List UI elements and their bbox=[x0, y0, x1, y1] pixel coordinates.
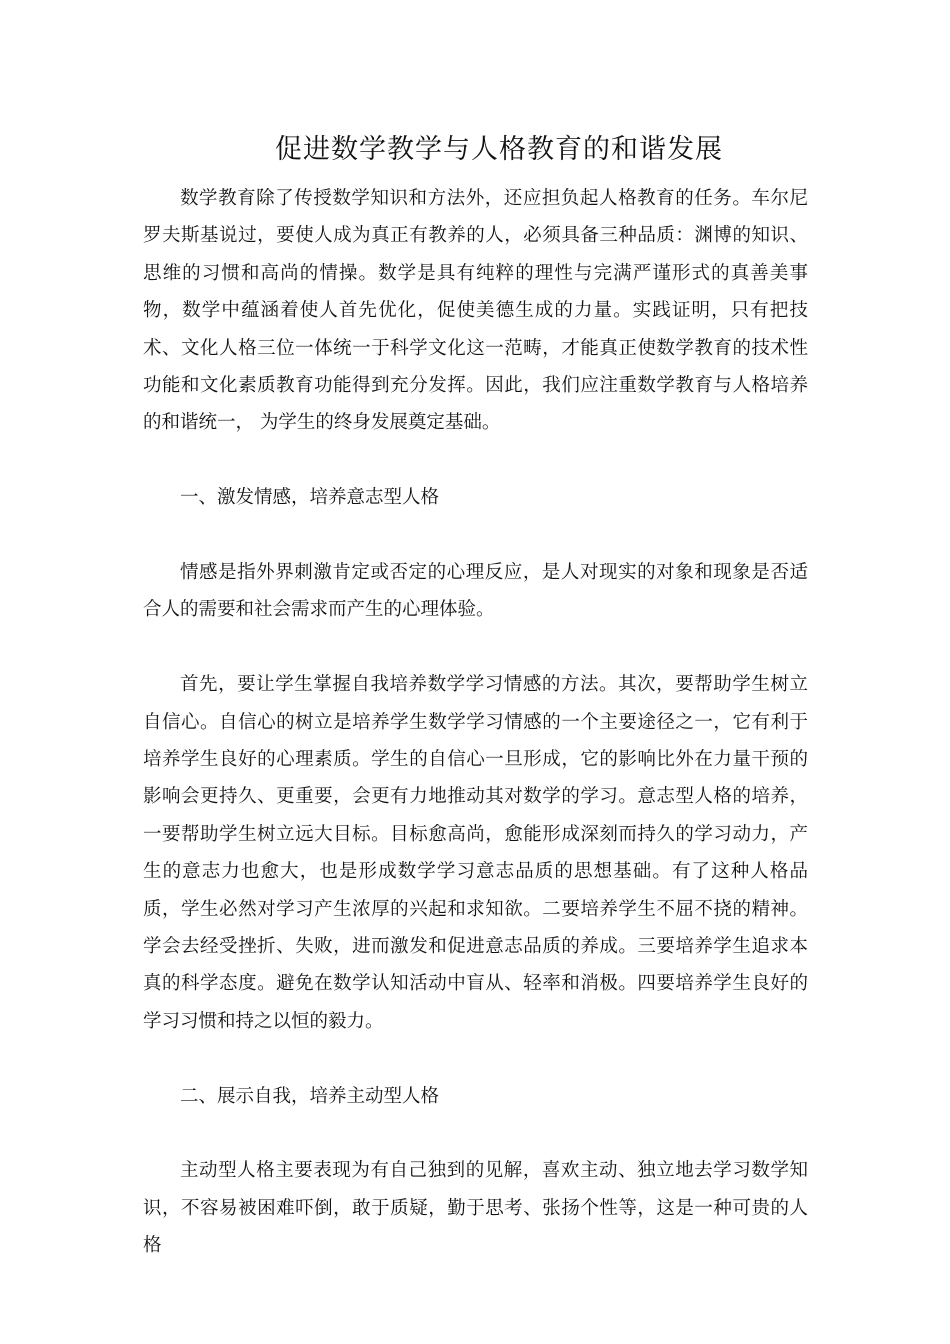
paragraph-spacer bbox=[143, 629, 808, 666]
section2-heading: 二、展示自我，培养主动型人格 bbox=[180, 1085, 440, 1107]
paragraph-spacer bbox=[143, 1115, 808, 1152]
section1-heading: 一、激发情感，培养意志型人格 bbox=[180, 487, 440, 509]
paragraph-spacer bbox=[143, 442, 808, 479]
paragraph-spacer bbox=[143, 517, 808, 554]
section2-paragraph-1: 主动型人格主要表现为有自己独到的见解，喜欢主动、独立地去学习数学知识，不容易被困难吓倒，敢于质疑，勤于思考、张扬个性等，这是一种可贵的人格 bbox=[143, 1160, 808, 1257]
intro-paragraph: 数学教育除了传授数学知识和方法外，还应担负起人格教育的任务。车尔尼罗夫斯基说过，要使人成为真正有教养的人，必须具备三种品质：渊博的知识、思维的习惯和高尚的情操。数学是具有纯粹的理性与完满严谨形式的真善美事物，数学中蕴涵着使人首先优化，促使美德生成的力量。实践证明，只有把技术、文化人格三位一体统一于科学文化这一范畴，才能真正使数学教育的技术性功能和文化素质教育功能得到充分发挥。因此，我们应注重数学教育与人格培养的和谐统一， 为学生的终身发展奠定基础。 bbox=[143, 188, 808, 434]
document-body bbox=[143, 180, 808, 1265]
section1-paragraph-1: 情感是指外界刺激肯定或否定的心理反应，是人对现实的对象和现象是否适合人的需要和社会需求而产生的心理体验。 bbox=[143, 562, 808, 621]
paragraph-spacer bbox=[143, 1040, 808, 1077]
document-title: 促进数学教学与人格教育的和谐发展 bbox=[275, 134, 723, 165]
section1-paragraph-2: 首先，要让学生掌握自我培养数学学习情感的方法。其次，要帮助学生树立自信心。自信心的树立是培养学生数学学习情感的一个主要途径之一，它有利于培养学生良好的心理素质。学生的自信心一旦形成，它的影响比外在力量干预的影响会更持久、更重要，会更有力地推动其对数学的学习。意志型人格的培养，一要帮助学生树立远大目标。目标愈高尚，愈能形成深刻而持久的学习动力，产生的意志力也愈大，也是形成数学学习意志品质的思想基础。有了这种人格品质，学生必然对学习产生浓厚的兴起和求知欲。二要培养学生不屈不挠的精神。学会去经受挫折、失败，进而激发和促进意志品质的养成。三要培养学生追求本真的科学态度。避免在数学认知活动中盲从、轻率和消极。四要培养学生良好的学习习惯和持之以恒的毅力。 bbox=[143, 674, 808, 1032]
